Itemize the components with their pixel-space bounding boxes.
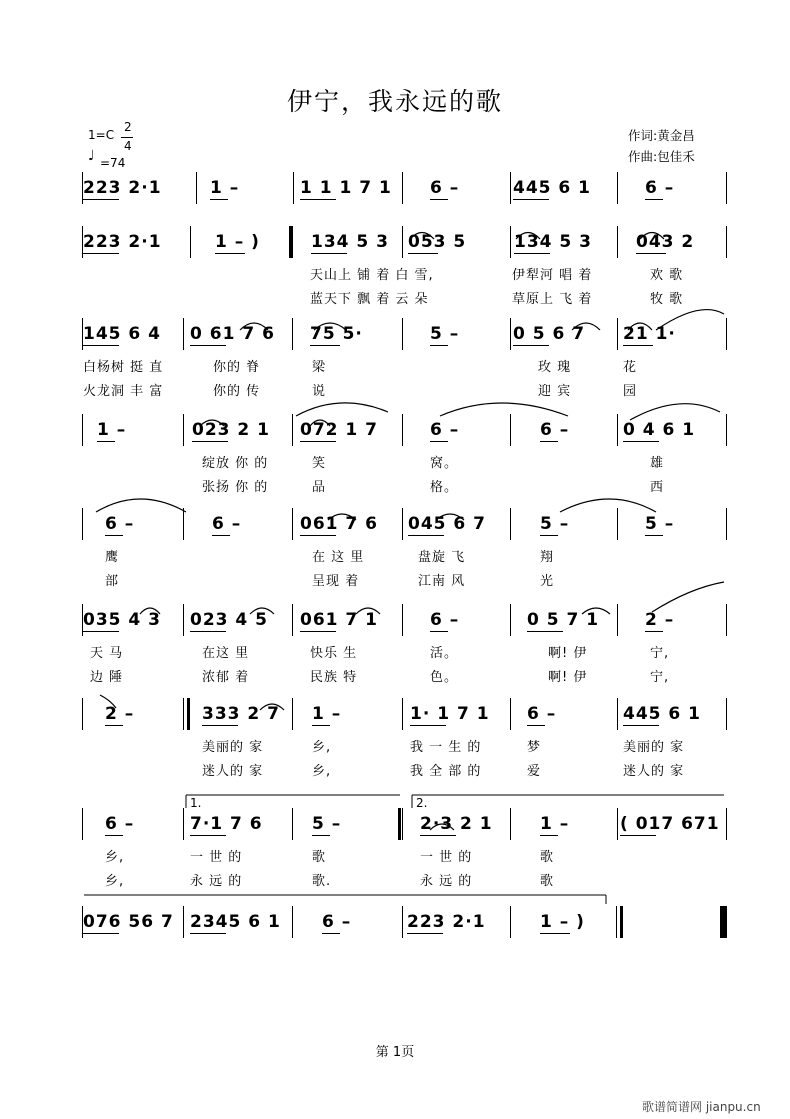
note-group: 134 5 3	[514, 232, 592, 252]
slur	[640, 233, 664, 240]
note-group: 6 –	[527, 704, 557, 724]
note-group: 6 –	[105, 814, 135, 834]
lyric-verse-1: 我 一 生 的	[410, 740, 482, 755]
note-group: 5 –	[430, 324, 460, 344]
slur	[356, 608, 380, 614]
note-group: 6 –	[430, 178, 460, 198]
tie	[440, 403, 568, 416]
key-signature: 1=C	[88, 128, 115, 142]
time-signature-denominator: 4	[124, 139, 132, 153]
lyric-verse-1: 乡,	[312, 740, 332, 755]
tempo-marking: =74	[100, 156, 126, 170]
note-group: 1 1 1 7 1	[300, 178, 392, 198]
note-group: 1 –	[312, 704, 342, 724]
note-group: 1· 1 7 1	[410, 704, 490, 724]
slur	[260, 704, 284, 710]
volta-1-label: 1.	[190, 796, 202, 810]
lyric-verse-1: 伊犁河 唱 着	[512, 268, 593, 283]
note-group: 134 5 3	[311, 232, 389, 252]
lyric-verse-2: 迷人的 家	[202, 764, 264, 779]
note-group: 2·3 2 1	[420, 814, 493, 834]
lyric-verse-1: 欢 歌	[650, 268, 684, 283]
note-group: 0 4 6 1	[623, 420, 696, 440]
note-group: 0 5 6 7	[513, 324, 586, 344]
slur	[240, 323, 268, 330]
lyric-verse-2: 歌.	[312, 874, 332, 889]
slur	[436, 514, 464, 520]
note-group: 072 1 7	[300, 420, 378, 440]
lyric-verse-2: 啊! 伊	[548, 670, 588, 685]
lyric-verse-2: 乡,	[105, 874, 125, 889]
lyric-verse-1: 活。	[430, 646, 459, 661]
slur	[310, 420, 330, 426]
tie	[656, 310, 724, 330]
lyric-verse-1: 鹰	[105, 550, 120, 565]
lyric-verse-1: 梁	[312, 360, 327, 375]
lyric-verse-2: 我 全 部 的	[410, 764, 482, 779]
lyric-verse-2: 光	[540, 574, 555, 589]
lyric-verse-2: 迷人的 家	[623, 764, 685, 779]
lyric-verse-2: 西	[650, 480, 665, 495]
slur	[410, 233, 434, 240]
note-group: 1 –	[210, 178, 240, 198]
slur	[430, 824, 454, 830]
note-group: 223 2·1	[407, 912, 486, 932]
tie	[96, 499, 186, 512]
note-group: 023 2 1	[192, 420, 270, 440]
lyric-verse-1: 在 这 里	[312, 550, 365, 565]
lyric-verse-1: 翔	[540, 550, 555, 565]
lyric-verse-2: 边 陲	[90, 670, 124, 685]
lyric-verse-2: 歌	[540, 874, 555, 889]
note-group: 0 5 7 1	[527, 610, 600, 630]
volta-2-label: 2.	[416, 796, 428, 810]
slur	[328, 514, 356, 520]
tie	[560, 499, 656, 512]
lyric-verse-1: 白杨树 挺 直	[83, 360, 164, 375]
note-group: 445 6 1	[623, 704, 701, 724]
note-group: 6 –	[322, 912, 352, 932]
note-group: 6 –	[212, 514, 242, 534]
lyric-verse-2: 说	[312, 384, 327, 399]
lyric-verse-2: 园	[623, 384, 638, 399]
lyric-verse-2: 蓝天下 飘 着 云 朵	[310, 292, 429, 307]
lyric-verse-1: 绽放 你 的	[202, 456, 269, 471]
tie	[652, 582, 724, 612]
note-group: ( 017 671	[620, 814, 720, 834]
note-group: 023 4 5	[190, 610, 268, 630]
lyric-verse-2: 你的 传	[213, 384, 261, 399]
note-group: 6 –	[645, 178, 675, 198]
note-group: 75 5·	[310, 324, 363, 344]
note-group: 0 61 7 6	[190, 324, 275, 344]
slur	[516, 233, 540, 240]
lyricist-credit: 作词:黄金昌	[628, 128, 695, 143]
note-group: 1 –	[97, 420, 127, 440]
lyric-verse-2: 张扬 你 的	[202, 480, 269, 495]
note-group: 1 –	[540, 814, 570, 834]
note-group: 035 4 3	[83, 610, 161, 630]
note-group: 333 2 7	[202, 704, 280, 724]
lyric-verse-1: 宁,	[650, 646, 670, 661]
lyric-verse-2: 迎 宾	[538, 384, 572, 399]
lyric-verse-1: 你的 脊	[213, 360, 261, 375]
lyric-verse-1: 玫 瑰	[538, 360, 572, 375]
slur	[582, 608, 610, 614]
lyric-verse-1: 乡,	[105, 850, 125, 865]
lyric-verse-2: 色。	[430, 670, 459, 685]
lyric-verse-1: 美丽的 家	[623, 740, 685, 755]
lyric-verse-2: 江南 风	[418, 574, 466, 589]
lyric-verse-1: 笑	[312, 456, 327, 471]
lyric-verse-1: 在这 里	[202, 646, 250, 661]
tie	[100, 695, 116, 708]
note-group: 2 –	[105, 704, 135, 724]
note-group: 061 7 1	[300, 610, 378, 630]
note-group: 076 56 7	[83, 912, 174, 932]
lyric-verse-2: 火龙洞 丰 富	[83, 384, 164, 399]
lyric-verse-1: 快乐 生	[310, 646, 358, 661]
tie	[296, 403, 388, 416]
time-signature-numerator: 2	[124, 120, 132, 134]
lyric-verse-2: 乡,	[312, 764, 332, 779]
lyric-verse-1: 美丽的 家	[202, 740, 264, 755]
note-group: 5 –	[645, 514, 675, 534]
lyric-verse-1: 一 世 的	[190, 850, 243, 865]
note-group: 5 –	[540, 514, 570, 534]
slur	[140, 608, 160, 614]
note-group: 6 –	[430, 420, 460, 440]
lyric-verse-2: 永 远 的	[420, 874, 473, 889]
lyric-verse-1: 歌	[540, 850, 555, 865]
note-group: 223 2·1	[83, 232, 162, 252]
note-group: 6 –	[105, 514, 135, 534]
lyric-verse-2: 永 远 的	[190, 874, 243, 889]
note-group: 053 5	[408, 232, 467, 252]
lyric-verse-2: 爱	[527, 764, 542, 779]
slur	[572, 323, 600, 330]
lyric-verse-1: 天山上 铺 着 白 雪,	[310, 268, 434, 283]
note-group: 145 6 4	[83, 324, 161, 344]
lyric-verse-2: 宁,	[650, 670, 670, 685]
lyric-verse-2: 格。	[430, 480, 459, 495]
note-group: 043 2	[636, 232, 695, 252]
tie	[630, 404, 720, 420]
lyric-verse-1: 啊! 伊	[548, 646, 588, 661]
note-group: 445 6 1	[513, 178, 591, 198]
lyric-verse-1: 一 世 的	[420, 850, 473, 865]
note-group: 5 –	[312, 814, 342, 834]
lyric-verse-1: 窝。	[430, 456, 459, 471]
lyric-verse-2: 浓郁 着	[202, 670, 250, 685]
lyric-verse-1: 花	[623, 360, 638, 375]
page-number: 第 1页	[375, 1045, 415, 1060]
lyric-verse-1: 天 马	[90, 646, 124, 661]
note-group: 1 – )	[215, 232, 260, 252]
lyric-verse-2: 呈现 着	[312, 574, 360, 589]
note-group: 6 –	[430, 610, 460, 630]
note-group: 223 2·1	[83, 178, 162, 198]
lyric-verse-2: 牧 歌	[650, 292, 684, 307]
lyric-verse-1: 盘旋 飞	[418, 550, 466, 565]
note-group: 6 –	[540, 420, 570, 440]
note-group: 045 6 7	[408, 514, 486, 534]
slur	[314, 323, 346, 330]
quarter-note-icon: ♩	[88, 148, 95, 164]
note-group: 7·1 7 6	[190, 814, 263, 834]
page-title: 伊宁，我永远的歌	[286, 87, 503, 116]
lyric-verse-1: 梦	[527, 740, 542, 755]
composer-credit: 作曲:包佳禾	[628, 149, 695, 164]
note-group: 2345 6 1	[190, 912, 281, 932]
lyric-verse-2: 部	[105, 574, 120, 589]
slur	[250, 608, 274, 614]
note-group: 21 1·	[623, 324, 676, 344]
slur	[200, 420, 224, 426]
watermark-text: 歌谱简谱网 jianpu.cn	[642, 1100, 761, 1114]
lyric-verse-1: 歌	[312, 850, 327, 865]
lyric-verse-2: 草原上 飞 着	[512, 292, 593, 307]
slur	[628, 323, 652, 330]
lyric-verse-2: 品	[312, 480, 327, 495]
note-group: 2 –	[645, 610, 675, 630]
lyric-verse-2: 民族 特	[310, 670, 358, 685]
note-group: 1 – )	[540, 912, 585, 932]
note-group: 061 7 6	[300, 514, 378, 534]
lyric-verse-1: 雄	[650, 456, 665, 471]
